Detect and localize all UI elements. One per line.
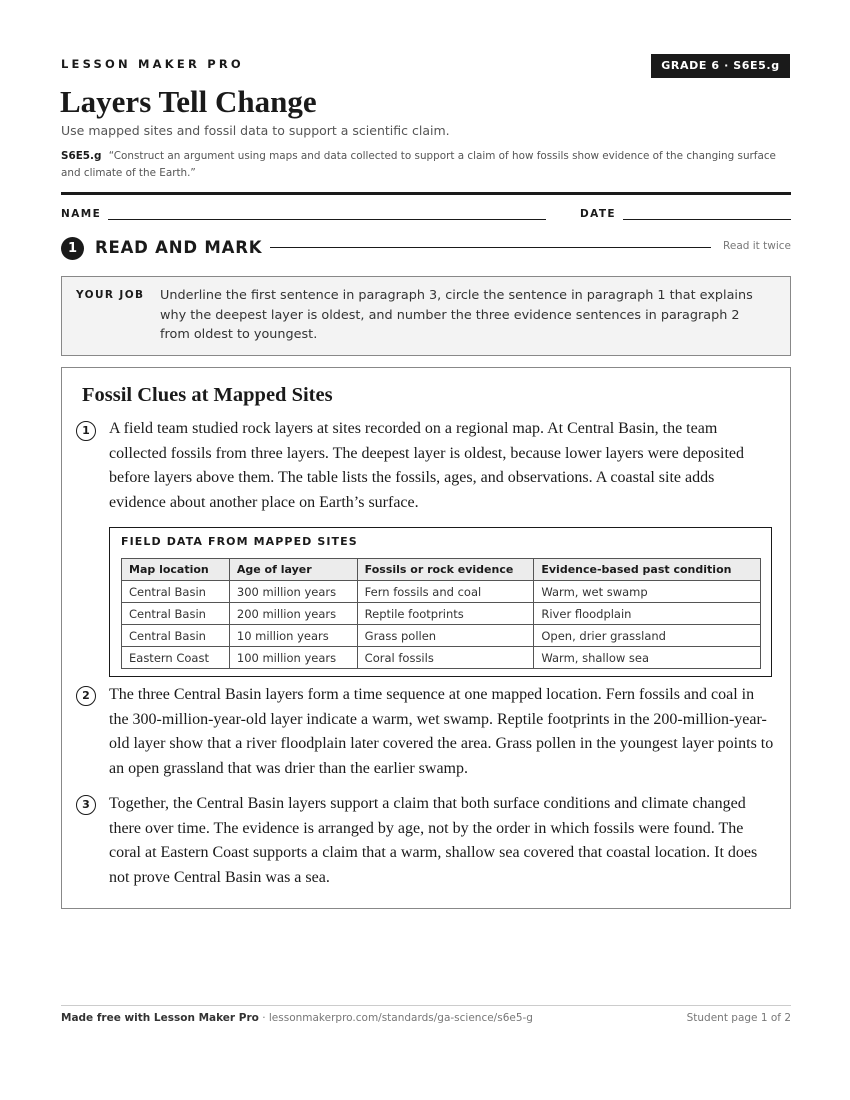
field-data-box [109, 527, 772, 677]
footer-divider [61, 1005, 791, 1006]
table-cell: Central Basin [122, 603, 230, 625]
column-header: Age of layer [229, 559, 357, 581]
paragraph-number-1: 1 [76, 421, 96, 441]
table-cell: 200 million years [229, 603, 357, 625]
table-title: FIELD DATA FROM MAPPED SITES [121, 535, 358, 548]
paragraph-number-3: 3 [76, 795, 96, 815]
column-header: Fossils or rock evidence [357, 559, 534, 581]
date-label: DATE [580, 208, 616, 220]
standard-text: “Construct an argument using maps and data collected to support a claim of how fossils show evidence of the changing surface and climate of the Earth.” [61, 150, 776, 179]
footer-separator: · [258, 1012, 269, 1024]
reading-passage [61, 367, 791, 909]
paragraph-number-2: 2 [76, 686, 96, 706]
task-label: YOUR JOB [76, 289, 145, 301]
section-title: READ AND MARK [95, 238, 263, 257]
column-header: Map location [122, 559, 230, 581]
footer-made-with: Made free with Lesson Maker Pro [61, 1012, 259, 1024]
table-cell: Eastern Coast [122, 647, 230, 669]
header-divider [61, 192, 791, 195]
passage-title: Fossil Clues at Mapped Sites [82, 384, 333, 406]
table-cell: Coral fossils [357, 647, 534, 669]
table-cell: River floodplain [534, 603, 761, 625]
table-cell: Warm, shallow sea [534, 647, 761, 669]
column-header: Evidence-based past condition [534, 559, 761, 581]
paragraph-1: A field team studied rock layers at sites recorded on a regional map. At Central Basin, the team collected fossils from three layers. The deepest layer is oldest, because lower layers were deposited before layers above them. The table lists the fossils, ages, and observations. A coastal site adds evidence about another place on Earth’s surface. [109, 420, 745, 511]
paragraph-3: Together, the Central Basin layers support a claim that both surface conditions and climate changed there over time. The evidence is arranged by age, not by the order in which fossils were found. The coral at Eastern Coast supports a claim that a warm, shallow sea covered that coastal location. It does not prove Central Basin was a sea. [109, 795, 758, 886]
table-row [122, 603, 761, 625]
paragraph-2: The three Central Basin layers form a time sequence at one mapped location. Fern fossils and coal in the 300-million-year-old layer indicate a warm, wet swamp. Reptile footprints in the 200-million-year-old layer show that a river floodplain later covered the area. Grass pollen in the youngest layer points to an open grassland that was drier than the earlier swamp. [109, 686, 774, 777]
table-cell: 100 million years [229, 647, 357, 669]
page-subtitle: Use mapped sites and fossil data to support a scientific claim. [61, 123, 450, 138]
table-row [122, 647, 761, 669]
table-row [122, 625, 761, 647]
footer-credit [61, 1012, 533, 1024]
section-number: 1 [61, 237, 84, 260]
standard-code: S6E5.g [61, 150, 102, 162]
footer-url[interactable]: lessonmakerpro.com/standards/ga-science/s6e5-g [268, 1012, 533, 1024]
table-cell: Central Basin [122, 625, 230, 647]
page-indicator: Student page 1 of 2 [686, 1012, 791, 1024]
table-cell: Fern fossils and coal [357, 581, 534, 603]
section-note: Read it twice [723, 240, 791, 252]
standard-statement [61, 148, 791, 182]
name-field[interactable] [108, 219, 546, 220]
task-instructions: Underline the first sentence in paragraph 3, circle the sentence in paragraph 1 that explains why the deepest layer is oldest, and number the three evidence sentences in paragraph 2 from oldest to youngest. [160, 288, 753, 342]
table-cell: Reptile footprints [357, 603, 534, 625]
field-data-table [121, 558, 761, 669]
table-cell: Central Basin [122, 581, 230, 603]
name-label: NAME [61, 208, 102, 220]
section-divider [270, 247, 711, 248]
table-cell: Open, drier grassland [534, 625, 761, 647]
table-cell: 10 million years [229, 625, 357, 647]
table-cell: 300 million years [229, 581, 357, 603]
table-cell: Warm, wet swamp [534, 581, 761, 603]
page-title: Layers Tell Change [60, 84, 317, 119]
table-cell: Grass pollen [357, 625, 534, 647]
grade-badge: GRADE 6 · S6E5.g [651, 54, 790, 78]
brand-name: LESSON MAKER PRO [61, 57, 244, 71]
table-header-row [122, 559, 761, 581]
task-box [61, 276, 791, 356]
table-row [122, 581, 761, 603]
date-field[interactable] [623, 219, 791, 220]
